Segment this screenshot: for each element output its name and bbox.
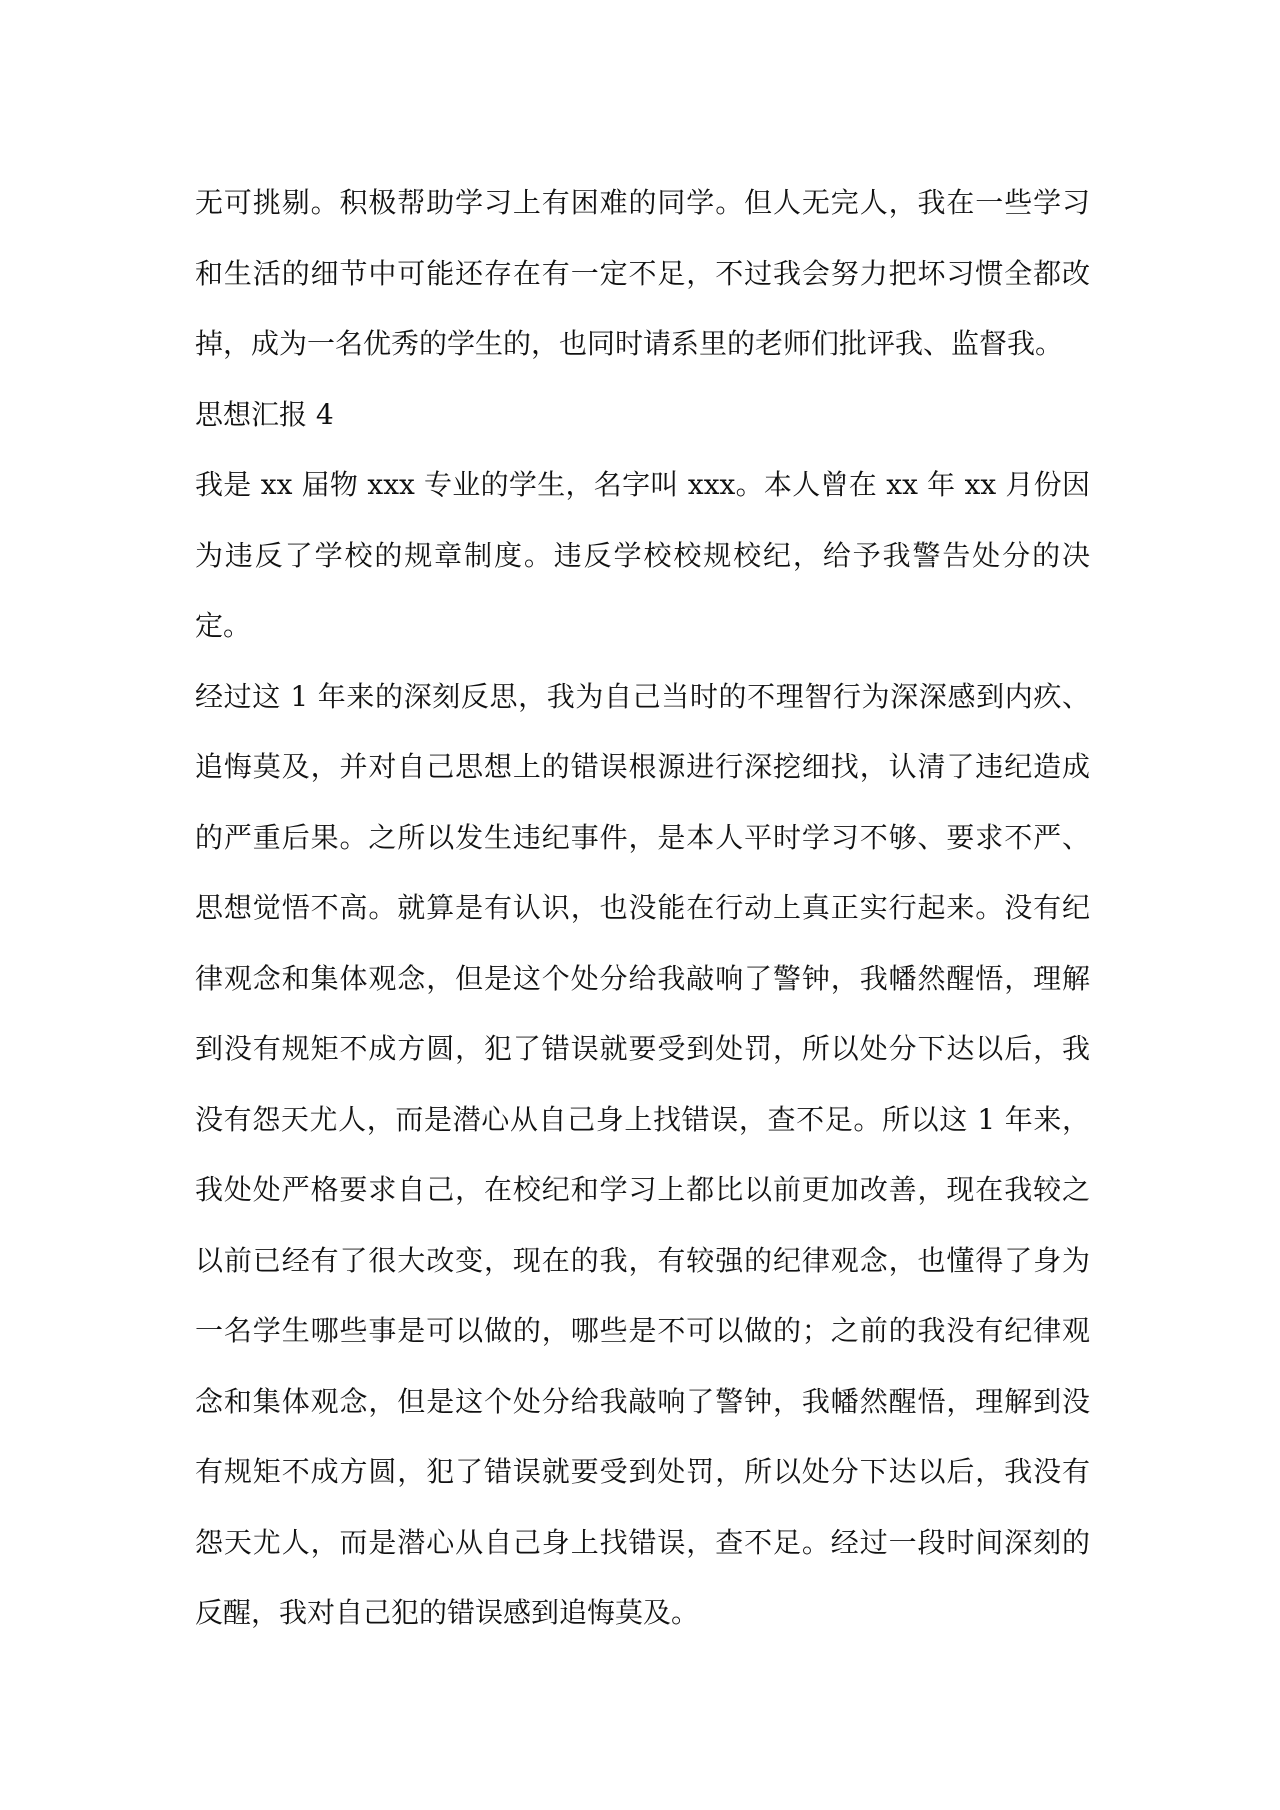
paragraph-intro: 我是 xx 届物 xxx 专业的学生，名字叫 xxx。本人曾在 xx 年 xx 月份因为违反了学校的规章制度。违反学校校规校纪，给予我警告处分的决定。 — [195, 468, 1090, 642]
paragraph-reflection: 经过这 1 年来的深刻反思，我为自己当时的不理智行为深深感到内疚、追悔莫及，并对自己思想上的错误根源进行深挖细找，认清了违纪造成的严重后果。之所以发生违纪事件，是本人平时学习不够、要求不严、思想觉悟不高。就算是有认识，也没能在行动上真正实行起来。没有纪律观念和集体观念，但是这个处分给我敲响了警钟，我幡然醒悟，理解到没有规矩不成方圆，犯了错误就要受到处罚，所以处分下达以后，我没有怨天尤人，而是潜心从自己身上找错误，查不足。所以这 1 年来，我处处严格要求自己，在校纪和学习上都比以前更加改善，现在我较之以前已经有了很大改变，现在的我，有较强的纪律观念，也懂得了身为一名学生哪些事是可以做的，哪些是不可以做的；之前的我没有纪律观念和集体观念，但是这个处分给我敲响了警钟，我幡然醒悟，理解到没有规矩不成方圆，犯了错误就要受到处罚，所以处分下达以后，我没有怨天尤人，而是潜心从自己身上找错误，查不足。经过一段时间深刻的反醒，我对自己犯的错误感到追悔莫及。 — [195, 679, 1090, 1629]
section-heading: 思想汇报 4 — [195, 397, 334, 431]
document-body — [195, 168, 1090, 1649]
paragraph-continuation: 无可挑剔。积极帮助学习上有困难的同学。但人无完人，我在一些学习和生活的细节中可能还存在有一定不足，不过我会努力把坏习惯全都改掉，成为一名优秀的学生的，也同时请系里的老师们批评我、监督我。 — [195, 186, 1090, 360]
